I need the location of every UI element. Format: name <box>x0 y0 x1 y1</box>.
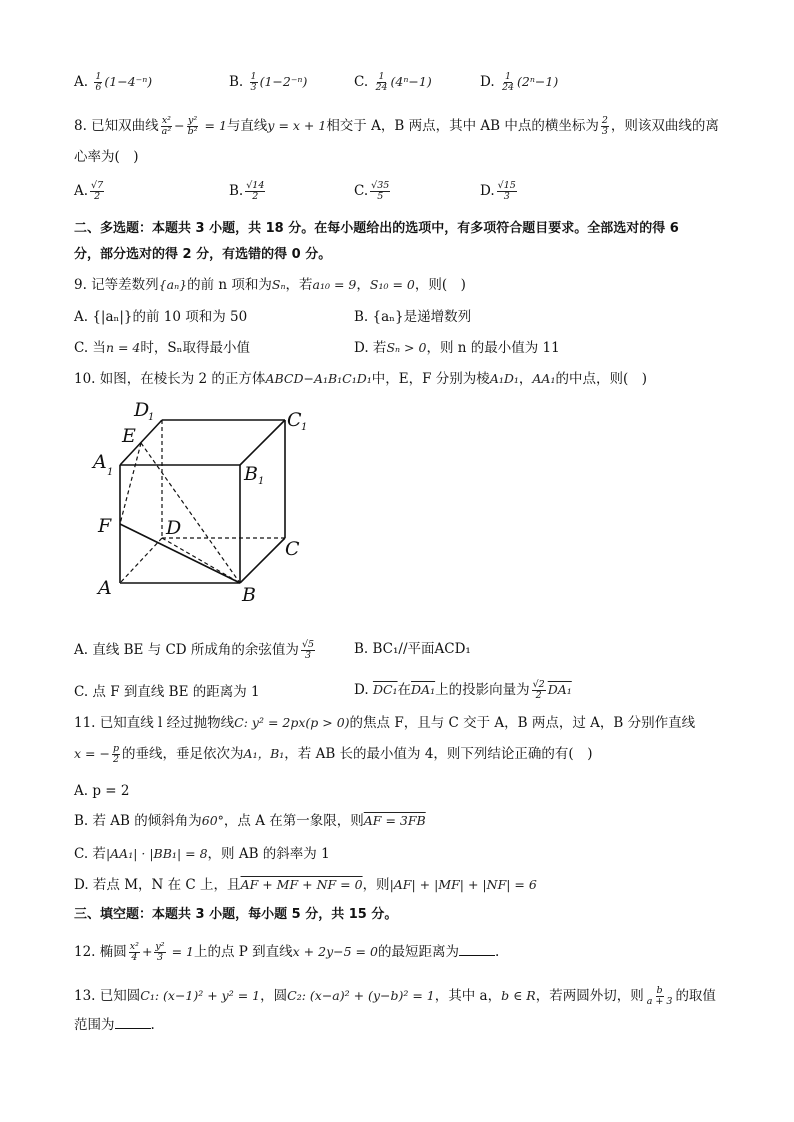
q7-option-d: D. $\frac{1}{24}$ (2ⁿ−1) <box>480 71 559 93</box>
q10-option-d: D. DC₁在DA₁上的投影向量为 $\frac{√2}{2}$ DA₁ <box>354 679 572 701</box>
q11-stem-line1: 11. 已知直线 l 经过抛物线C: y² = 2px(p > 0)的焦点 F，且与 C 交于 A，B 两点，过 A，B 分别作直线 <box>74 715 696 731</box>
q9-option-b: B. {aₙ}是递增数列 <box>354 309 472 325</box>
label-a1: A <box>93 451 107 473</box>
q10-option-b: B. BC₁//平面ACD₁ <box>354 641 471 657</box>
label-b1-sub: 1 <box>258 476 265 487</box>
label-d1: D <box>134 399 150 421</box>
q13-stem-line2: 范围为 . <box>74 1017 155 1033</box>
q11-option-d: D. 若点 M，N 在 C 上，且AF + MF + NF = 0，则|AF| + |MF| + |NF| = 6 <box>74 877 537 893</box>
q10-stem: 10. 如图，在棱长为 2 的正方体ABCD−A₁B₁C₁D₁中，E，F 分别为棱A₁D₁，AA₁的中点，则( ) <box>74 371 648 387</box>
label-f: F <box>98 515 112 537</box>
label-d: D <box>166 517 182 539</box>
q8-option-a: A. $\frac{√7}{2}$ <box>74 180 104 202</box>
cube-figure <box>90 398 330 608</box>
q7-option-b: B. $\frac{1}{3}$ (1−2⁻ⁿ) <box>229 71 308 93</box>
section2-heading-line2: 分，部分选对的得 2 分，有选错的得 0 分。 <box>74 247 332 262</box>
section3-heading: 三、填空题：本题共 3 小题，每小题 5 分，共 15 分。 <box>74 907 398 922</box>
q9-option-a: A. {|aₙ|}的前 10 项和为 50 <box>74 309 248 325</box>
q11-option-c: C. 若|AA₁| · |BB₁| = 8，则 AB 的斜率为 1 <box>74 846 330 862</box>
q12-answer-blank[interactable] <box>459 943 495 956</box>
q7-option-c: C. $\frac{1}{24}$ (4ⁿ−1) <box>354 71 432 93</box>
label-a1-sub: 1 <box>107 467 114 478</box>
label-e: E <box>122 425 136 447</box>
q8-option-b: B. $\frac{√14}{2}$ <box>229 180 265 202</box>
q9-stem: 9. 记等差数列{aₙ}的前 n 项和为Sₙ，若a₁₀ = 9，S₁₀ = 0，则( ) <box>74 277 466 293</box>
label-b1: B <box>244 463 258 485</box>
q12-stem: 12. 椭圆 $\frac{\text{x²}}{4}$ + $\frac{\text{y²}}{3}$ = 1上的点 P 到直线x + 2y−5 = 0的最短距离为 . <box>74 941 500 963</box>
q11-option-b: B. 若 AB 的倾斜角为60°，点 A 在第一象限，则AF = 3FB <box>74 813 426 829</box>
q8-option-d: D. $\frac{√15}{3}$ <box>480 180 516 202</box>
label-b: B <box>242 584 256 606</box>
q10-option-a: A. 直线 BE 与 CD 所成角的余弦值为 $\frac{√5}{3}$ <box>74 639 315 661</box>
label-c: C <box>285 538 300 560</box>
q7-option-a: A. $\frac{1}{6}$ (1−4⁻ⁿ) <box>74 71 153 93</box>
q8-stem-line2: 心率为( ) <box>74 149 139 165</box>
label-d1-sub: 1 <box>148 412 155 423</box>
q11-option-a: A. p = 2 <box>74 783 130 799</box>
label-c1: C <box>287 409 302 431</box>
q13-answer-blank[interactable] <box>115 1016 151 1029</box>
label-c1-sub: 1 <box>301 422 308 433</box>
q8-stem: 8. 已知双曲线 $\frac{\text{x²}}{\text{a²}}$ − $\frac{\text{y²}}{\text{b²}}$ = 1与直线y = x + 1相交于 A，B 两点，其中 AB 中点的横坐标为 $\frac{2}{3}$ ，则该双曲线的离 <box>74 115 719 137</box>
section2-heading-line1: 二、多选题：本题共 3 小题，共 18 分。在每小题给出的选项中，有多项符合题目要求。全部选对的得 6 <box>74 221 679 236</box>
q8-option-c: C. $\frac{√35}{5}$ <box>354 180 390 202</box>
q13-stem: 13. 已知圆C₁: (x−1)² + y² = 1，圆C₂: (x−a)² + (y−b)² = 1，其中 a，b ∈ R，若两圆外切，则 $\frac{b}{a + 3}$ 的取值 <box>74 985 716 1007</box>
q9-option-c: C. 当n = 4时，Sₙ取得最小值 <box>74 340 250 356</box>
q10-option-c: C. 点 F 到直线 BE 的距离为 1 <box>74 684 260 700</box>
label-a: A <box>98 577 112 599</box>
q11-stem-line2: x = − $\frac{p}{2}$ 的垂线，垂足依次为A₁，B₁，若 AB 长的最小值为 4，则下列结论正确的有( ) <box>74 743 593 765</box>
q9-option-d: D. 若Sₙ > 0，则 n 的最小值为 11 <box>354 340 560 356</box>
